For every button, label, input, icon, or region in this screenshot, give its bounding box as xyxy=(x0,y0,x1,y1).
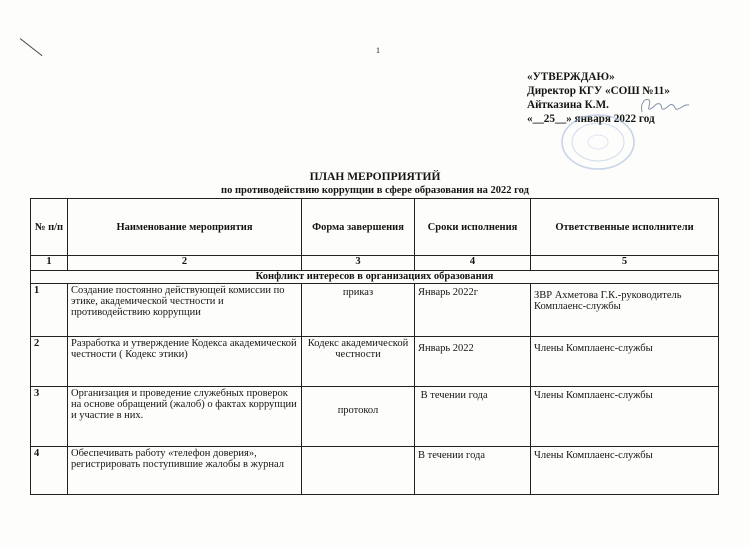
header-deadline: Сроки исполнения xyxy=(415,199,531,256)
header-form: Форма завершения xyxy=(302,199,415,256)
scan-mark xyxy=(20,38,43,56)
plan-subtitle: по противодействию коррупции в сфере образования на 2022 год xyxy=(221,185,529,196)
table-row xyxy=(31,284,719,337)
row-form xyxy=(302,447,415,495)
row-form: протокол xyxy=(302,387,415,447)
row-name: Создание постоянно действующей комиссии по этике, академической честности и противодействию коррупции xyxy=(68,284,302,337)
approval-name: Айтказина К.М. xyxy=(527,99,609,111)
table-row xyxy=(31,387,719,447)
page-number: 1 xyxy=(376,46,380,55)
row-name: Разработка и утверждение Кодекса академической честности ( Кодекс этики) xyxy=(68,337,302,387)
row-deadline: В течении года xyxy=(415,447,531,495)
header-responsible: Ответственные исполнители xyxy=(531,199,719,256)
column-number: 2 xyxy=(68,256,302,271)
row-responsible: ЗВР Ахметова Г.К.-руководитель Комплаенс-службы xyxy=(531,284,719,337)
column-number-row xyxy=(31,256,719,271)
header-number: № п/п xyxy=(31,199,68,256)
plan-title: ПЛАН МЕРОПРИЯТИЙ xyxy=(309,171,441,183)
row-name: Обеспечивать работу «телефон доверия», регистрировать поступившие жалобы в журнал xyxy=(68,447,302,495)
approval-date: «__25__» января 2022 год xyxy=(527,113,655,125)
plan-table xyxy=(30,198,719,495)
row-number: 4 xyxy=(31,447,68,495)
approval-position: Директор КГУ «СОШ №11» xyxy=(527,85,670,97)
row-number: 3 xyxy=(31,387,68,447)
row-form: приказ xyxy=(302,284,415,337)
row-number: 1 xyxy=(31,284,68,337)
approval-heading: «УТВЕРЖДАЮ» xyxy=(527,71,615,83)
stamp-icon xyxy=(553,104,643,172)
row-responsible: Члены Комплаенс-службы xyxy=(531,447,719,495)
row-deadline: Январь 2022г xyxy=(415,284,531,337)
column-number: 3 xyxy=(302,256,415,271)
signature-icon xyxy=(636,94,692,116)
row-responsible: Члены Комплаенс-службы xyxy=(531,387,719,447)
column-number: 1 xyxy=(31,256,68,271)
table-header-row xyxy=(31,199,719,256)
column-number: 4 xyxy=(415,256,531,271)
row-deadline: Январь 2022 xyxy=(415,337,531,387)
table-row xyxy=(31,447,719,495)
row-number: 2 xyxy=(31,337,68,387)
table-row xyxy=(31,337,719,387)
row-responsible: Члены Комплаенс-службы xyxy=(531,337,719,387)
section-row xyxy=(31,271,719,284)
section-title: Конфликт интересов в организациях образования xyxy=(31,271,719,284)
row-name: Организация и проведение служебных проверок на основе обращений (жалоб) о фактах коррупции и участие в них. xyxy=(68,387,302,447)
row-deadline: В течении года xyxy=(415,387,531,447)
header-name: Наименование мероприятия xyxy=(68,199,302,256)
row-form: Кодекс академической честности xyxy=(302,337,415,387)
column-number: 5 xyxy=(531,256,719,271)
